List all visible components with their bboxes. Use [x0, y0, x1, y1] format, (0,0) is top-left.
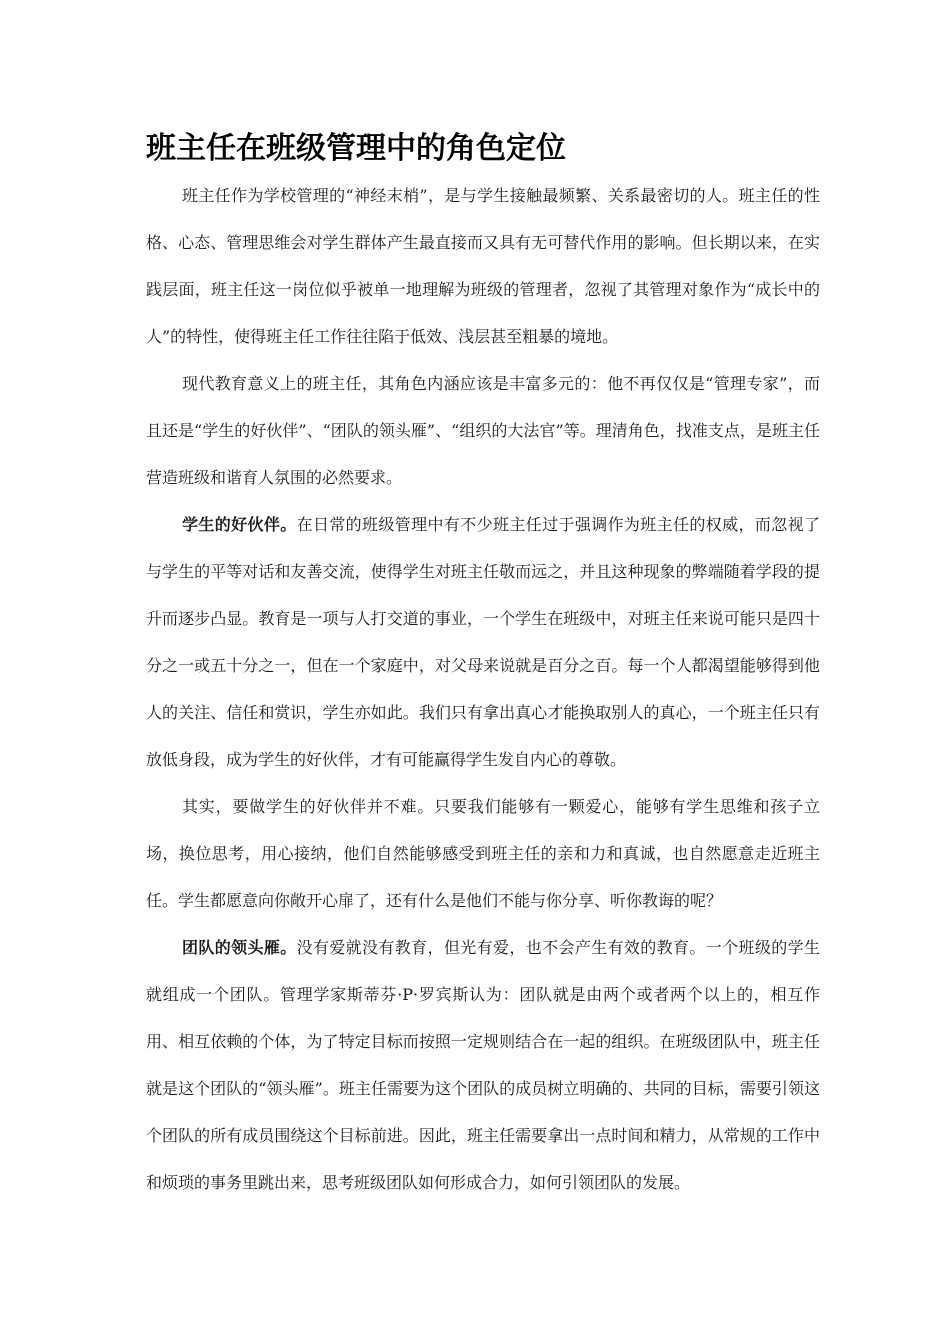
- paragraph-partner-detail: [146, 783, 820, 924]
- paragraph-text: 在日常的班级管理中有不少班主任过于强调作为班主任的权威，而忽视了与学生的平等对话和友善交流，使得学生对班主任敬而远之，并且这种现象的弊端随着学段的提升而逐步凸显。教育是一项与人打交道的事业，一个学生在班级中，对班主任来说可能只是四十分之一或五十分之一，但在一个家庭中，对父母来说就是百分之百。每一个人都渴望能够得到他人的关注、信任和赏识，学生亦如此。我们只有拿出真心才能换取别人的真心，一个班主任只有放低身段，成为学生的好伙伴，才有可能赢得学生发自内心的尊敬。: [146, 515, 820, 769]
- paragraph-text: 没有爱就没有教育，但光有爱，也不会产生有效的教育。一个班级的学生就组成一个团队。管理学家斯蒂芬·P·罗宾斯认为：团队就是由两个或者两个以上的，相互作用、相互依赖的个体，为了特定目标而按照一定规则结合在一起的组织。在班级团队中，班主任就是这个团队的“领头雁”。班主任需要为这个团队的成员树立明确的、共同的目标，需要引领这个团队的所有成员围绕这个目标前进。因此，班主任需要拿出一点时间和精力，从常规的工作中和烦琐的事务里跳出来，思考班级团队如何形成合力，如何引领团队的发展。: [146, 938, 820, 1192]
- paragraph-text: 现代教育意义上的班主任，其角色内涵应该是丰富多元的：他不再仅仅是“管理专家”，而且还是“学生的好伙伴”、“团队的领头雁”、“组织的大法官”等。理清角色，找准支点，是班主任营造班级和谐育人氛围的必然要求。: [146, 374, 820, 487]
- paragraph-good-partner: [146, 501, 820, 783]
- paragraph-text: 班主任作为学校管理的“神经末梢”，是与学生接触最频繁、关系最密切的人。班主任的性格、心态、管理思维会对学生群体产生最直接而又具有无可替代作用的影响。但长期以来，在实践层面，班主任这一岗位似乎被单一地理解为班级的管理者，忽视了其管理对象作为“成长中的人”的特性，使得班主任工作往往陷于低效、浅层甚至粗暴的境地。: [146, 186, 820, 346]
- paragraph-team-leader: [146, 924, 820, 1206]
- document-title: 班主任在班级管理中的角色定位: [146, 131, 566, 166]
- paragraph-intro: [146, 172, 820, 360]
- paragraph-text: 其实，要做学生的好伙伴并不难。只要我们能够有一颗爱心，能够有学生思维和孩子立场，换位思考，用心接纳，他们自然能够感受到班主任的亲和力和真诚，也自然愿意走近班主任。学生都愿意向你敞开心扉了，还有什么是他们不能与你分享、听你教诲的呢？: [146, 797, 820, 910]
- paragraph-lead-heading: 学生的好伙伴。: [182, 515, 297, 534]
- paragraph-lead-heading: 团队的领头雁。: [182, 938, 297, 957]
- paragraph-roles: [146, 360, 820, 501]
- document-body: [146, 172, 820, 1206]
